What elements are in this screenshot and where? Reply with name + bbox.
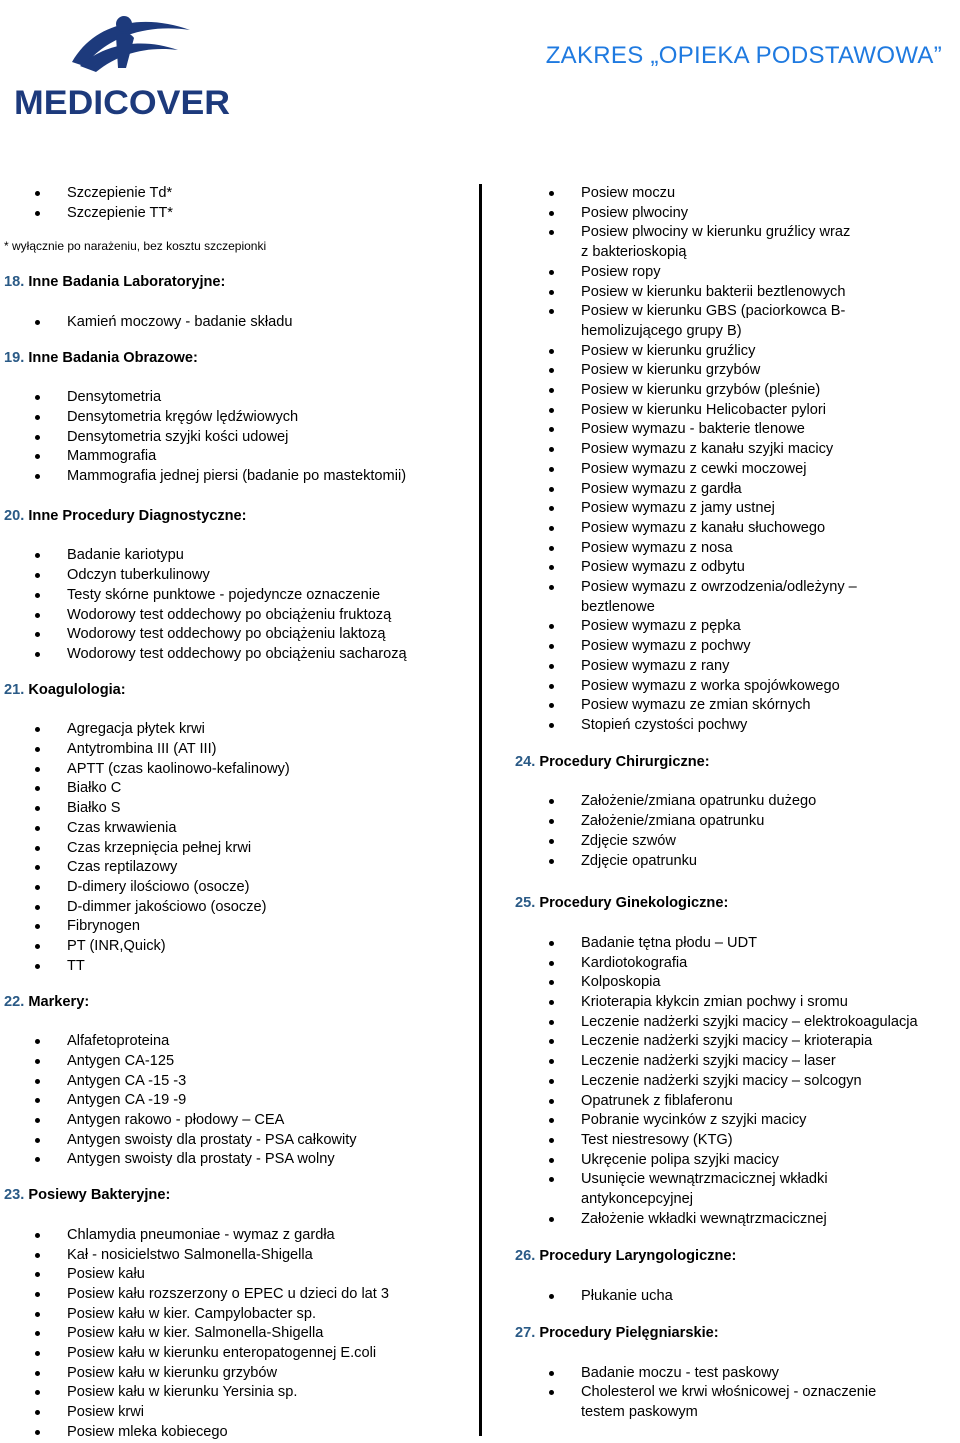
list-item: TT	[0, 957, 474, 977]
list-item: Zdjęcie opatrunku	[515, 852, 960, 872]
list-item: Posiew w kierunku gruźlicy	[515, 342, 960, 362]
list-item: Zdjęcie szwów	[515, 832, 960, 852]
section-list-27	[515, 1364, 960, 1423]
section-list-23	[0, 1226, 474, 1443]
list-item: Alfafetoproteina	[0, 1032, 474, 1052]
list-item: Czas krzepnięcia pełnej krwi	[0, 839, 474, 859]
list-item: Posiew wymazu z owrzodzenia/odleżyny –	[515, 578, 960, 598]
section-list-25	[515, 934, 960, 1230]
section-heading-26: 26. Procedury Laryngologiczne:	[515, 1248, 737, 1265]
medicover-logo	[14, 10, 232, 122]
list-item: Wodorowy test oddechowy po obciążeniu sacharozą	[0, 645, 474, 665]
list-item: Posiew wymazu z odbytu	[515, 558, 960, 578]
list-item: Posiew wymazu z gardła	[515, 480, 960, 500]
list-item: Posiew kału w kier. Campylobacter sp.	[0, 1305, 474, 1325]
list-item: Posiew wymazu z cewki moczowej	[515, 460, 960, 480]
list-item: Posiew krwi	[0, 1403, 474, 1423]
list-item: Posiew moczu	[515, 184, 960, 204]
right-column	[515, 184, 960, 1423]
list-item: Posiew wymazu z pępka	[515, 617, 960, 637]
list-item: Posiew w kierunku GBS (paciorkowca B-	[515, 302, 960, 322]
list-item: Kardiotokografia	[515, 954, 960, 974]
list-item: Opatrunek z fiblaferonu	[515, 1092, 960, 1112]
list-item: Szczepienie TT*	[0, 204, 474, 224]
list-item: Posiew kału w kier. Salmonella-Shigella	[0, 1324, 474, 1344]
list-item: APTT (czas kaolinowo-kefalinowy)	[0, 760, 474, 780]
list-item: Posiew wymazu z worka spojówkowego	[515, 677, 960, 697]
list-item: Ukręcenie polipa szyjki macicy	[515, 1151, 960, 1171]
list-item: Posiew wymazu z jamy ustnej	[515, 499, 960, 519]
section-heading-24: 24. Procedury Chirurgiczne:	[515, 753, 710, 770]
list-item: Antygen swoisty dla prostaty - PSA wolny	[0, 1150, 474, 1170]
list-item: Posiew w kierunku grzybów	[515, 361, 960, 381]
section-list-22	[0, 1032, 474, 1170]
list-item: Pobranie wycinków z szyjki macicy	[515, 1111, 960, 1131]
list-item: Założenie/zmiana opatrunku	[515, 812, 960, 832]
footnote: * wyłącznie po narażeniu, bez kosztu szczepionki	[4, 239, 267, 254]
list-item: Posiew kału w kierunku enteropatogennej E.coli	[0, 1344, 474, 1364]
list-item-continuation: antykoncepcyjnej	[581, 1191, 693, 1208]
list-item: Antygen swoisty dla prostaty - PSA całkowity	[0, 1131, 474, 1151]
list-item: Leczenie nadżerki szyjki macicy – solcogyn	[515, 1072, 960, 1092]
list-item: Fibrynogen	[0, 917, 474, 937]
section-heading-27: 27. Procedury Pielęgniarskie:	[515, 1324, 719, 1341]
list-item: Posiew w kierunku Helicobacter pylori	[515, 401, 960, 421]
list-item: Posiew w kierunku bakterii beztlenowych	[515, 283, 960, 303]
section-list-21	[0, 720, 474, 976]
list-item: Test niestresowy (KTG)	[515, 1131, 960, 1151]
continued-posiew-list	[515, 184, 960, 736]
section-heading-19: 19. Inne Badania Obrazowe:	[4, 349, 198, 366]
list-item: Posiew kału rozszerzony o EPEC u dzieci do lat 3	[0, 1285, 474, 1305]
list-item: Leczenie nadżerki szyjki macicy – elektrokoagulacja	[515, 1013, 960, 1033]
list-item: PT (INR,Quick)	[0, 937, 474, 957]
list-item: D-dimmer jakościowo (osocze)	[0, 898, 474, 918]
section-heading-25: 25. Procedury Ginekologiczne:	[515, 895, 729, 912]
list-item: Krioterapia kłykcin zmian pochwy i sromu	[515, 993, 960, 1013]
list-item: Usunięcie wewnątrzmacicznej wkładki	[515, 1170, 960, 1190]
page-title: ZAKRES „OPIEKA PODSTAWOWA”	[545, 42, 942, 69]
list-item: D-dimery ilościowo (osocze)	[0, 878, 474, 898]
list-item: Posiew kału	[0, 1265, 474, 1285]
section-list-20	[0, 546, 474, 664]
column-divider	[479, 184, 482, 1436]
list-item: Czas reptilazowy	[0, 858, 474, 878]
list-item: Posiew mleka kobiecego	[0, 1423, 474, 1443]
list-item: Posiew kału w kierunku grzybów	[0, 1364, 474, 1384]
list-item: Badanie moczu - test paskowy	[515, 1364, 960, 1384]
list-item: Posiew plwociny w kierunku gruźlicy wraz	[515, 223, 960, 243]
list-item: Założenie wkładki wewnątrzmacicznej	[515, 1210, 960, 1230]
list-item: Posiew wymazu - bakterie tlenowe	[515, 420, 960, 440]
list-item: Posiew wymazu z nosa	[515, 539, 960, 559]
list-item: Antygen CA -19 -9	[0, 1091, 474, 1111]
list-item: Posiew wymazu z rany	[515, 657, 960, 677]
list-item: Posiew wymazu z kanału słuchowego	[515, 519, 960, 539]
list-item: Posiew w kierunku grzybów (pleśnie)	[515, 381, 960, 401]
list-item: Badanie kariotypu	[0, 546, 474, 566]
list-item: Chlamydia pneumoniae - wymaz z gardła	[0, 1226, 474, 1246]
section-heading-23: 23. Posiewy Bakteryjne:	[4, 1187, 171, 1204]
list-item-continuation: beztlenowe	[581, 598, 655, 615]
list-item: Leczenie nadżerki szyjki macicy – laser	[515, 1052, 960, 1072]
list-item: Wodorowy test oddechowy po obciążeniu fruktozą	[0, 606, 474, 626]
section-heading-21: 21. Koagulologia:	[4, 681, 126, 698]
list-item: Białko S	[0, 799, 474, 819]
list-item: Stopień czystości pochwy	[515, 716, 960, 736]
section-heading-18: 18. Inne Badania Laboratoryjne:	[4, 274, 226, 291]
svg-text:MEDICOVER: MEDICOVER	[14, 84, 230, 122]
list-item: Agregacja płytek krwi	[0, 720, 474, 740]
list-item: Antygen rakowo - płodowy – CEA	[0, 1111, 474, 1131]
list-item: Densytometria szyjki kości udowej	[0, 428, 474, 448]
list-item: Płukanie ucha	[515, 1287, 960, 1307]
list-item: Kolposkopia	[515, 973, 960, 993]
list-item: Posiew plwociny	[515, 204, 960, 224]
list-item: Czas krwawienia	[0, 819, 474, 839]
list-item: Posiew wymazu z pochwy	[515, 637, 960, 657]
list-item: Leczenie nadżerki szyjki macicy – krioterapia	[515, 1032, 960, 1052]
list-item: Antytrombina III (AT III)	[0, 740, 474, 760]
list-item: Densytometria kręgów lędźwiowych	[0, 408, 474, 428]
list-item: Mammografia jednej piersi (badanie po mastektomii)	[0, 467, 474, 487]
list-item: Odczyn tuberkulinowy	[0, 566, 474, 586]
list-item: Densytometria	[0, 388, 474, 408]
section-list-18	[0, 313, 474, 333]
list-item: Kał - nosicielstwo Salmonella-Shigella	[0, 1246, 474, 1266]
section-list-24	[515, 792, 960, 871]
section-heading-20: 20. Inne Procedury Diagnostyczne:	[4, 507, 247, 524]
list-item: Badanie tętna płodu – UDT	[515, 934, 960, 954]
list-item: Założenie/zmiana opatrunku dużego	[515, 792, 960, 812]
section-heading-22: 22. Markery:	[4, 993, 90, 1010]
list-item: Posiew ropy	[515, 263, 960, 283]
list-item: Antygen CA -15 -3	[0, 1072, 474, 1092]
list-item: Posiew wymazu z kanału szyjki macicy	[515, 440, 960, 460]
section-list-26	[515, 1287, 960, 1307]
list-item-continuation: z bakterioskopią	[581, 244, 687, 261]
list-item: Mammografia	[0, 447, 474, 467]
left-column	[0, 184, 474, 1443]
list-item-continuation: hemolizującego grupy B)	[581, 322, 742, 339]
list-item-continuation: testem paskowym	[581, 1403, 698, 1420]
list-item: Szczepienie Td*	[0, 184, 474, 204]
list-item: Posiew wymazu ze zmian skórnych	[515, 696, 960, 716]
list-item: Antygen CA-125	[0, 1052, 474, 1072]
list-item: Kamień moczowy - badanie składu	[0, 313, 474, 333]
list-item: Wodorowy test oddechowy po obciążeniu laktozą	[0, 625, 474, 645]
top-vaccination-list	[0, 184, 474, 223]
list-item: Białko C	[0, 779, 474, 799]
list-item: Testy skórne punktowe - pojedyncze oznaczenie	[0, 586, 474, 606]
section-list-19	[0, 388, 474, 487]
list-item: Posiew kału w kierunku Yersinia sp.	[0, 1383, 474, 1403]
list-item: Cholesterol we krwi włośnicowej - oznaczenie	[515, 1383, 960, 1403]
